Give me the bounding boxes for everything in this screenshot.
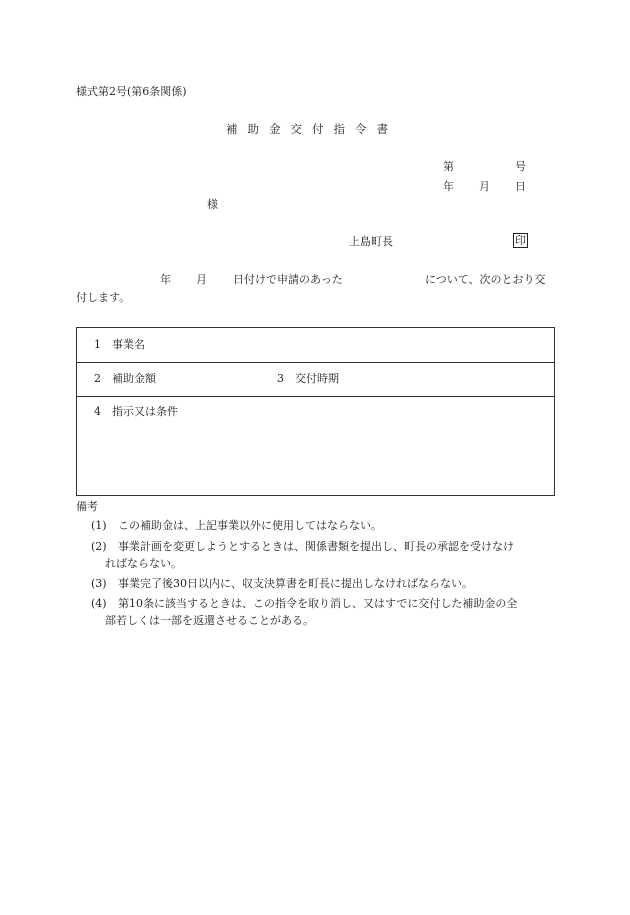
note-num: (1)	[91, 519, 107, 532]
seal-stamp	[513, 234, 528, 248]
note-num: (3)	[91, 577, 107, 590]
recipient-sama: 様	[207, 198, 218, 211]
document-title: 補助金交付指令書	[226, 122, 398, 136]
date-month: 月	[479, 180, 490, 193]
number-go: 号	[515, 160, 526, 173]
note-text-cont: ればならない。	[105, 557, 182, 570]
date-year: 年	[443, 180, 454, 193]
table-row	[77, 362, 554, 397]
table-row	[77, 328, 554, 363]
timing-label: 3 交付時期	[277, 372, 339, 385]
date-day: 日	[515, 180, 526, 193]
notes-title: 備考	[76, 500, 98, 513]
body-line2: 付します。	[76, 291, 131, 304]
body-month: 月	[196, 273, 207, 286]
note-text: この補助金は、上記事業以外に使用してはならない。	[118, 519, 382, 532]
conditions-label: 4 指示又は条件	[94, 405, 178, 418]
note-text: 事業計画を変更しようとするときは、関係書類を提出し、町長の承認を受けなけ	[118, 540, 514, 553]
project-name-label: 1 事業名	[94, 338, 145, 351]
table-row	[77, 397, 554, 495]
issuer: 上島町長	[349, 235, 393, 248]
body-year: 年	[160, 273, 171, 286]
body-part1: 日付けで申請のあった	[233, 273, 343, 286]
body-part2: について、次のとおり交	[425, 273, 546, 286]
note-num: (2)	[91, 540, 107, 553]
amount-label: 2 補助金額	[94, 372, 156, 385]
note-text: 事業完了後30日以内に、収支決算書を町長に提出しなければならない。	[118, 577, 473, 590]
note-num: (4)	[91, 597, 107, 610]
form-reference: 様式第2号(第6条関係)	[76, 85, 187, 98]
seal-label: 印	[515, 234, 526, 247]
info-table	[76, 327, 555, 496]
note-text: 第10条に該当するときは、この指令を取り消し、又はすでに交付した補助金の全	[118, 597, 518, 610]
note-text-cont: 部若しくは一部を返還させることがある。	[105, 614, 314, 627]
number-dai: 第	[443, 160, 454, 173]
